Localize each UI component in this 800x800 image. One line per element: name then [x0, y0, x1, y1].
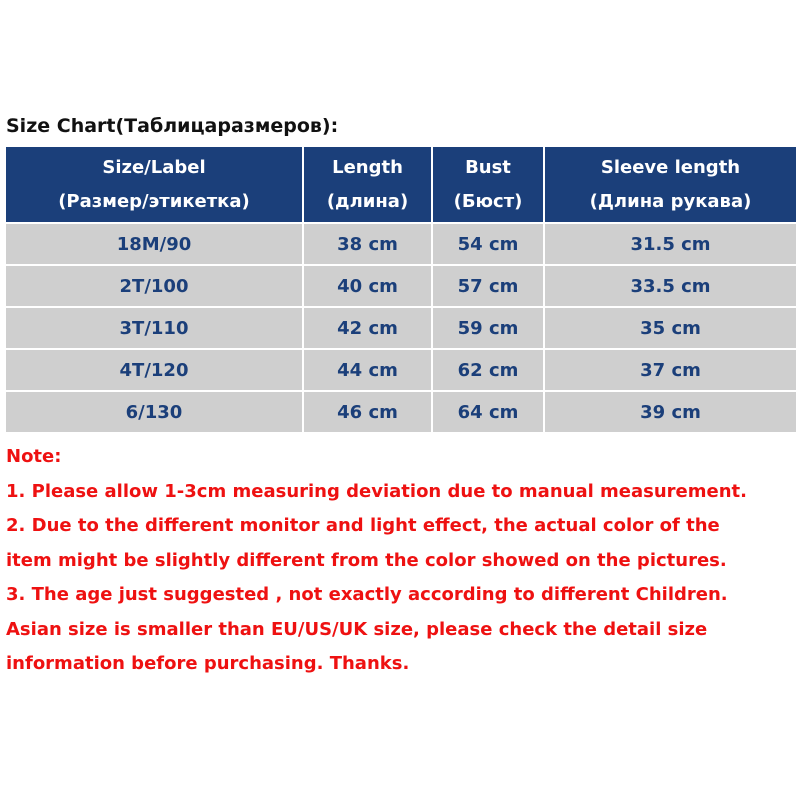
cell-size: 6/130 [6, 392, 302, 432]
cell-bust: 64 cm [433, 392, 543, 432]
header-size-label [6, 147, 302, 222]
note-line-color-difference: 2. Due to the different monitor and light effect, the actual color of the [6, 515, 720, 536]
cell-bust: 59 cm [433, 308, 543, 348]
header-length [304, 147, 431, 222]
note-heading: Note: [6, 446, 62, 467]
cell-size: 3T/110 [6, 308, 302, 348]
table-row [6, 308, 796, 348]
note-line-asian-size-cont: information before purchasing. Thanks. [6, 653, 410, 674]
cell-length: 44 cm [304, 350, 431, 390]
note-line-asian-size: Asian size is smaller than EU/US/UK size, please check the detail size [6, 618, 708, 640]
cell-length: 38 cm [304, 224, 431, 264]
table-row [6, 392, 796, 432]
cell-sleeve-length: 35 cm [545, 308, 796, 348]
note-line-age-suggestion: 3. The age just suggested , not exactly according to different Children. [6, 584, 728, 605]
header-length-ru: (длина) [326, 190, 409, 212]
header-bust-en: Bust [465, 156, 511, 178]
size-chart-table [4, 145, 798, 434]
header-length-en: Length [332, 156, 403, 178]
cell-size: 18M/90 [6, 224, 302, 264]
header-sleeve-length-ru: (Длина рукава) [589, 190, 752, 212]
cell-length: 46 cm [304, 392, 431, 432]
cell-sleeve-length: 37 cm [545, 350, 796, 390]
cell-size: 4T/120 [6, 350, 302, 390]
header-size-label-en: Size/Label [102, 156, 206, 178]
header-sleeve-length [545, 147, 796, 222]
notes-section [6, 440, 796, 682]
table-header-row [6, 147, 796, 222]
size-chart-title: Size Chart(Таблицаразмеров): [6, 115, 339, 137]
note-line-measuring-deviation: 1. Please allow 1-3cm measuring deviation due to manual measurement. [6, 480, 747, 502]
header-sleeve-length-en: Sleeve length [600, 156, 741, 178]
cell-sleeve-length: 39 cm [545, 392, 796, 432]
table-row [6, 224, 796, 264]
table-row [6, 350, 796, 390]
cell-bust: 54 cm [433, 224, 543, 264]
cell-bust: 57 cm [433, 266, 543, 306]
cell-bust: 62 cm [433, 350, 543, 390]
cell-size: 2T/100 [6, 266, 302, 306]
header-bust [433, 147, 543, 222]
header-size-label-ru: (Размер/этикетка) [58, 190, 250, 212]
cell-length: 42 cm [304, 308, 431, 348]
note-line-color-difference-cont: item might be slightly different from the color showed on the pictures. [6, 549, 727, 571]
cell-length: 40 cm [304, 266, 431, 306]
table-row [6, 266, 796, 306]
cell-sleeve-length: 31.5 cm [545, 224, 796, 264]
cell-sleeve-length: 33.5 cm [545, 266, 796, 306]
header-bust-ru: (Бюст) [453, 190, 523, 212]
